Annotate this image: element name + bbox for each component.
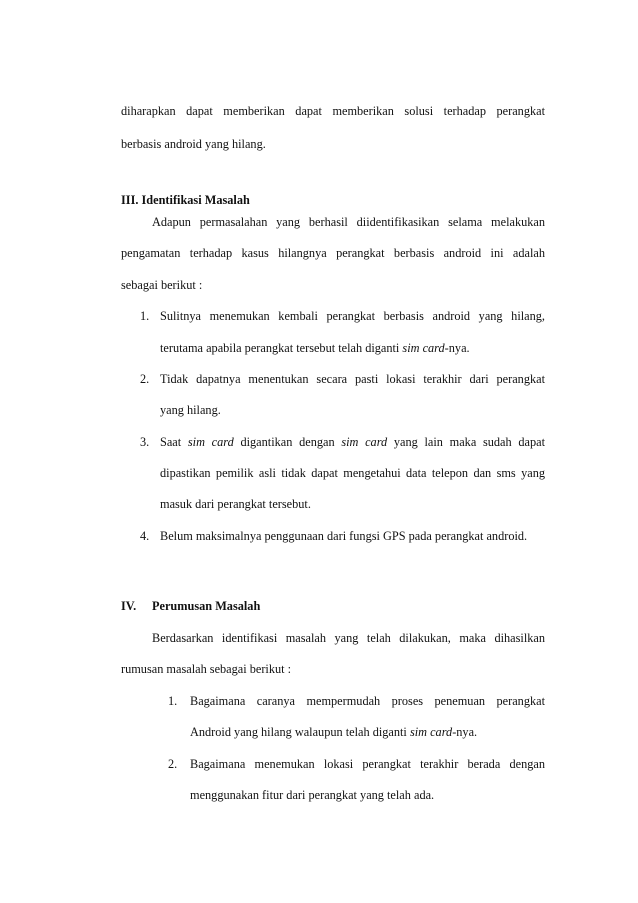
section-4-heading-number: IV. [121, 599, 137, 613]
list-item-line: Belum maksimalnya penggunaan dari fungsi GPS pada perangkat android. [160, 529, 528, 543]
list-item-line: Saat sim card digantikan dengan sim card yang lain maka sudah dapat [160, 435, 546, 449]
list-item-line: Bagaimana menemukan lokasi perangkat terakhir berada dengan [190, 757, 545, 771]
section-3-paragraph-line-1: Adapun permasalahan yang berhasil diidentifikasikan selama melakukan [152, 215, 545, 229]
list-item-line: Tidak dapatnya menentukan secara pasti lokasi terakhir dari perangkat [160, 372, 545, 386]
list-item-line: terutama apabila perangkat tersebut telah diganti sim card-nya. [160, 341, 470, 355]
section-3-paragraph-line-3: sebagai berikut : [121, 278, 203, 292]
list-item-line: menggunakan fitur dari perangkat yang telah ada. [190, 788, 435, 802]
section-4-heading: Perumusan Masalah [152, 599, 261, 613]
section-4-paragraph-line-2: rumusan masalah sebagai berikut : [121, 662, 292, 676]
list-item-line: Android yang hilang walaupun telah diganti sim card-nya. [190, 725, 478, 739]
list-item-line: Bagaimana caranya mempermudah proses penemuan perangkat [190, 694, 545, 708]
list-item-number: 4. [140, 529, 150, 543]
section-4-paragraph-line-1: Berdasarkan identifikasi masalah yang telah dilakukan, maka dihasilkan [152, 631, 545, 645]
list-item-number: 1. [168, 694, 178, 708]
list-item-line: masuk dari perangkat tersebut. [160, 497, 311, 511]
sim-card-term: sim card [187, 435, 234, 449]
sim-card-term: sim card [409, 725, 453, 739]
sim-card-term: sim card [402, 341, 445, 355]
list-item-number: 1. [140, 309, 150, 323]
intro-line-1: diharapkan dapat memberikan dapat memberikan solusi terhadap perangkat [121, 104, 545, 118]
list-item-line: Sulitnya menemukan kembali perangkat berbasis android yang hilang, [160, 309, 545, 323]
list-item-number: 2. [140, 372, 150, 386]
sim-card-term: sim card [341, 435, 388, 449]
intro-line-2: berbasis android yang hilang. [121, 137, 266, 151]
list-item-line: yang hilang. [160, 403, 221, 417]
list-item-line: dipastikan pemilik asli tidak dapat mengetahui data telepon dan sms yang [160, 466, 545, 480]
section-3-heading: III. Identifikasi Masalah [121, 193, 250, 207]
list-item-number: 2. [168, 757, 178, 771]
section-3-paragraph-line-2: pengamatan terhadap kasus hilangnya perangkat berbasis android ini adalah [121, 246, 545, 260]
list-item-number: 3. [140, 435, 150, 449]
